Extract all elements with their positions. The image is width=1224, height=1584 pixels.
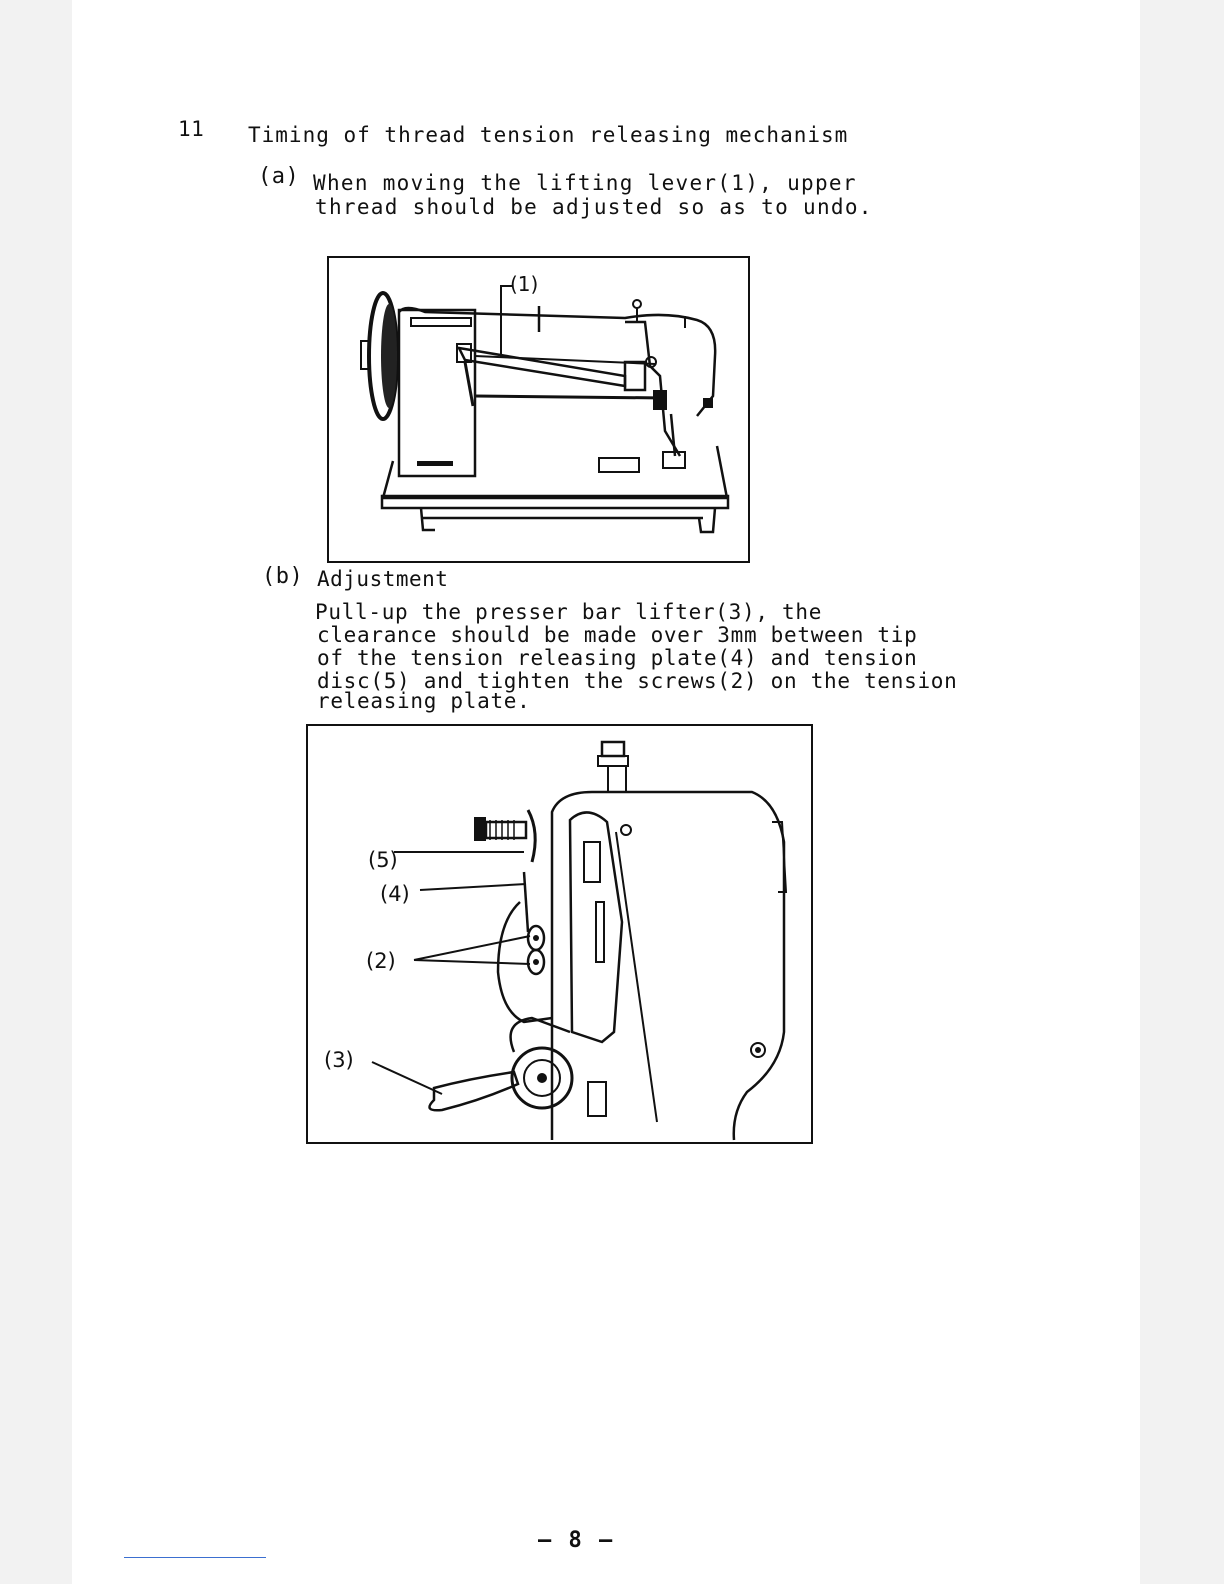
callout-4: (4) (380, 882, 410, 906)
callout-2: (2) (366, 949, 396, 973)
callout-5: (5) (368, 848, 398, 872)
part-b-label: (b) (262, 564, 304, 589)
part-b-heading: Adjustment (317, 567, 449, 591)
footer-rule (124, 1557, 266, 1558)
adjustment-line-3: of the tension releasing plate(4) and tension (317, 646, 918, 670)
part-a-label: (a) (258, 164, 300, 189)
adjustment-line-4: disc(5) and tighten the screws(2) on the tension (317, 669, 958, 693)
figure-sewing-machine (325, 256, 751, 564)
figure-tension-release (302, 722, 814, 1146)
adjustment-line-5: releasing plate. (317, 689, 531, 713)
callout-3: (3) (324, 1048, 354, 1072)
callout-1: (1) (510, 272, 539, 296)
adjustment-line-1: Pull-up the presser bar lifter(3), the (315, 600, 823, 624)
section-number: 11 (178, 117, 205, 141)
tension-release-drawing (302, 722, 814, 1146)
part-a-line-2: thread should be adjusted so as to undo. (315, 195, 873, 219)
section-title: Timing of thread tension releasing mechanism (248, 123, 849, 147)
adjustment-line-2: clearance should be made over 3mm between tip (317, 623, 918, 647)
part-a-line-1: When moving the lifting lever(1), upper (313, 171, 857, 195)
sewing-machine-drawing (325, 256, 751, 564)
page-number: — 8 — (538, 1528, 615, 1553)
